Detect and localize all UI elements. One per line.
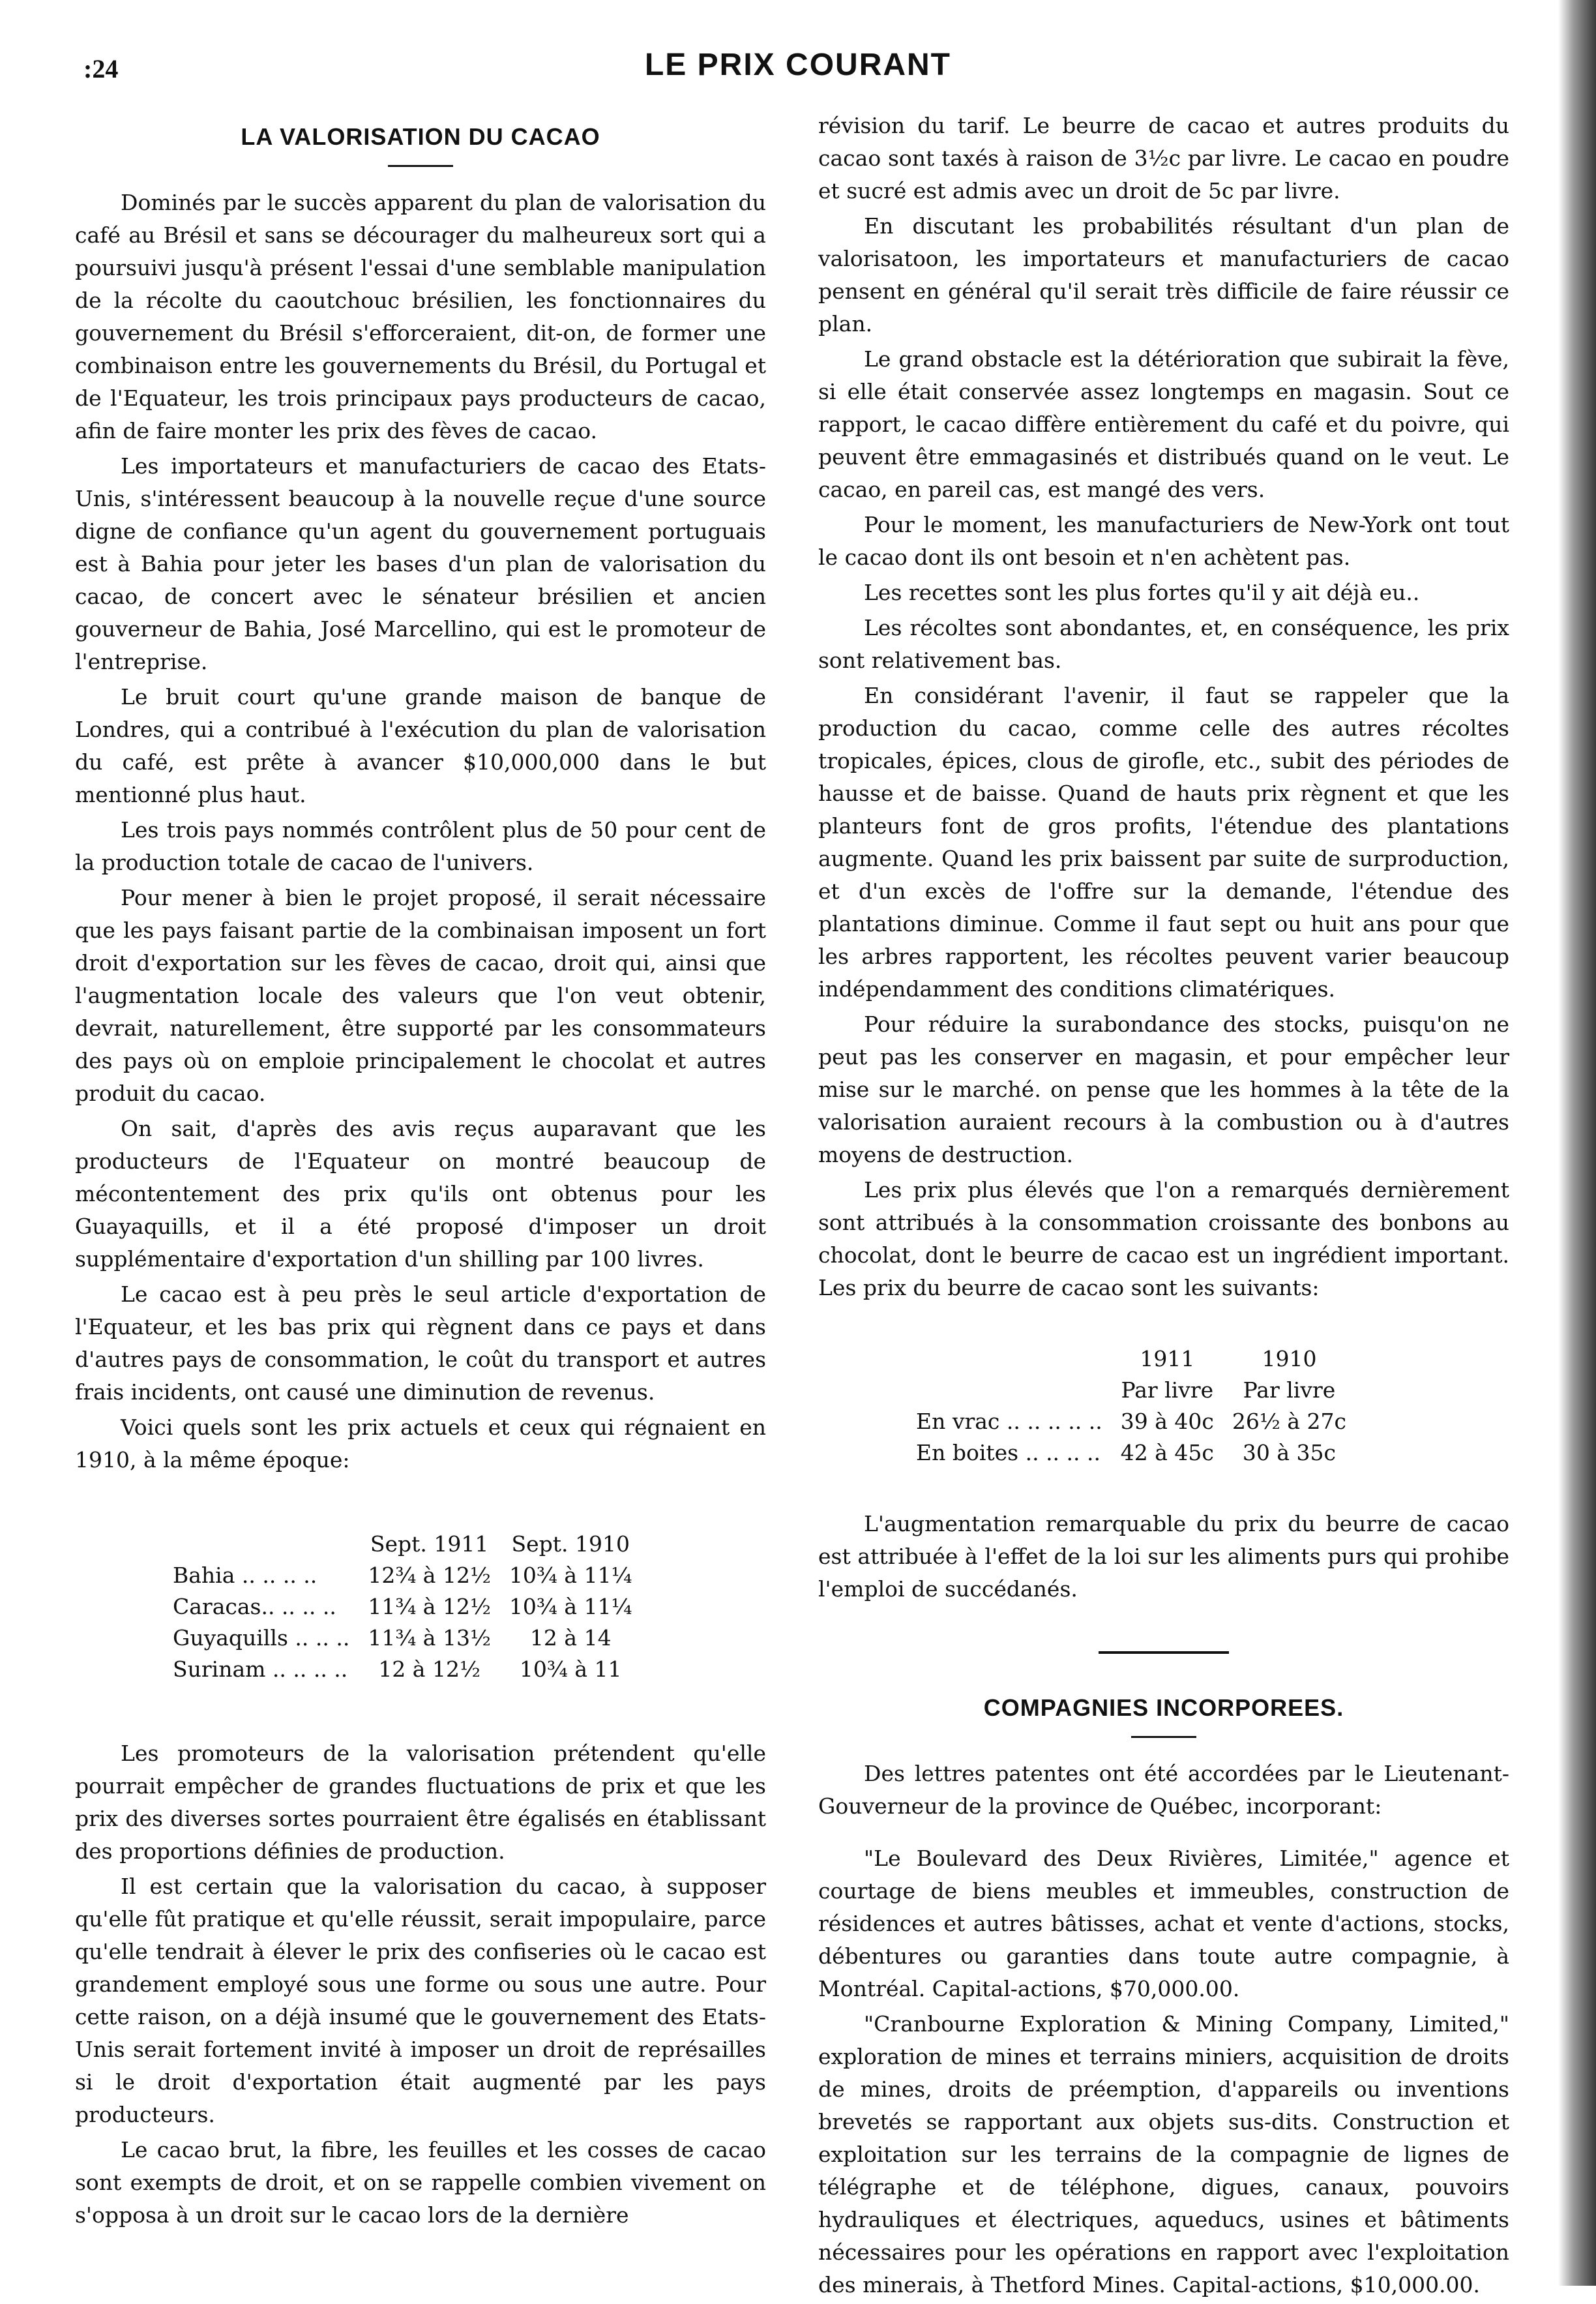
table-cell: 10¾ à 11 xyxy=(519,1656,622,1682)
table-header: Par livre xyxy=(1121,1377,1214,1403)
table-header: 1911 xyxy=(1140,1346,1195,1371)
table-cell: 39 à 40c xyxy=(1120,1409,1214,1434)
article-title: LA VALORISATION DU CACAO xyxy=(241,123,600,150)
table-cell: 12¾ à 12½ xyxy=(368,1563,491,1588)
table-cell: 12 à 14 xyxy=(529,1625,612,1651)
table-row xyxy=(916,1406,1355,1437)
paragraph: Dominés par le succès apparent du plan de valorisation du café au Brésil et sans se décourager du malheureux sort qui a poursuivi jusqu'à présent l'essai d'une semblable manipulation de la récolte du caoutchouc brésilien, les fonctionnaires du gouvernement du Brésil s'efforceraient, dit-on, de former une combinaison entre les gouvernements du Brésil, du Portugal et de l'Equateur, les trois principaux pays producteurs de cacao, afin de faire monter les prix des fèves de cacao. xyxy=(75,190,766,443)
paragraph: Les trois pays nommés contrôlent plus de 50 pour cent de la production totale de cacao de l'univers. xyxy=(75,817,766,875)
left-column xyxy=(75,121,766,2234)
table-row xyxy=(916,1437,1355,1469)
table-header-row xyxy=(173,1529,642,1560)
page-edge-shadow xyxy=(1558,0,1596,2286)
table-cell: Bahia .. .. .. .. xyxy=(173,1563,318,1588)
page-number: :24 xyxy=(83,54,119,83)
title-rule xyxy=(388,165,453,167)
paragraph: Des lettres patentes ont été accordées par le Lieutenant-Gouverneur de la province de Québec, incorporant: xyxy=(818,1761,1509,1819)
paragraph: Pour mener à bien le projet proposé, il serait nécessaire que les pays faisant partie de la combinaisan imposent un fort droit d'exportation sur les fèves de cacao, droit qui, ainsi que l'augmentation locale des valeurs que l'on veut obtenir, devrait, naturellement, être supporté par les consommateurs des pays où on emploie principalement le chocolat et autres produit du cacao. xyxy=(75,885,766,1106)
cacao-price-table xyxy=(173,1529,642,1685)
paragraph: Les importateurs et manufacturiers de cacao des Etats-Unis, s'intéressent beaucoup à la nouvelle reçue d'une source digne de confiance qu'un agent du gouvernement portuguais est à Bahia pour jeter les bases d'un plan de valorisation du cacao, de concert avec le sénateur brésilien et ancien gouverneur de Bahia, José Marcellino, qui est le promoteur de l'entreprise. xyxy=(75,453,766,674)
table-header-row xyxy=(916,1343,1355,1375)
table-cell: En vrac .. .. .. .. .. xyxy=(916,1409,1102,1434)
table-cell: 11¾ à 13½ xyxy=(368,1625,491,1651)
paragraph: Pour le moment, les manufacturiers de New-York ont tout le cacao dont ils ont besoin et n'en achètent pas. xyxy=(818,512,1509,570)
table-cell: 10¾ à 11¼ xyxy=(509,1563,632,1588)
table-header-row xyxy=(916,1375,1355,1406)
paragraph: Voici quels sont les prix actuels et ceux qui régnaient en 1910, à la même époque: xyxy=(75,1414,766,1473)
paragraph: Les prix plus élevés que l'on a remarqués dernièrement sont attribués à la consommation croissante des bonbons au chocolat, dont le beurre de cacao est un ingrédient important. Les prix du beurre de cacao sont les suivants: xyxy=(818,1177,1509,1300)
table-header: Sept. 1910 xyxy=(511,1531,630,1557)
running-title: LE PRIX COURANT xyxy=(644,48,951,82)
table-header xyxy=(916,1375,1112,1406)
table-row xyxy=(173,1654,642,1685)
title-rule xyxy=(1131,1736,1196,1738)
paragraph: On sait, d'après des avis reçus auparavant que les producteurs de l'Equateur on montré beaucoup de mécontentement des prix qu'ils ont obtenus pour les Guayaquills, et il a été proposé d'imposer un droit supplémentaire d'exportation d'un shilling par 100 livres. xyxy=(75,1116,766,1272)
table-cell: 42 à 45c xyxy=(1120,1440,1214,1465)
paragraph: L'augmentation remarquable du prix du beurre de cacao est attribuée à l'effet de la loi sur les aliments purs qui prohibe l'emploi de succédanés. xyxy=(818,1511,1509,1602)
table-row xyxy=(173,1623,642,1654)
table-row xyxy=(173,1560,642,1591)
paragraph: Les promoteurs de la valorisation prétendent qu'elle pourrait empêcher de grandes fluctuations de prix et que les prix des diverses sortes pourraient être égalisés en établissant des proportions définies de production. xyxy=(75,1741,766,1864)
right-column xyxy=(818,110,1509,2304)
company-entry: "Cranbourne Exploration & Mining Company, Limited," exploration de mines et terrains miniers, acquisition de droits de mines, droits de préemption, d'appareils ou inventions brevetés se rapportant aux objets sus-dits. Construction et exploitation sur les terrains de la compagnie de lignes de télégraphe et de téléphone, digues, canaux, pouvoirs hydrauliques et électriques, aqueducs, usines et bâtiments nécessaires pour les opérations en rapport avec l'exploitation des minerais, à Thetford Mines. Capital-actions, $10,000.00. xyxy=(818,2011,1509,2297)
table-header: 1910 xyxy=(1262,1346,1317,1371)
section-title: COMPAGNIES INCORPOREES. xyxy=(983,1694,1344,1721)
paragraph: Les récoltes sont abondantes, et, en conséquence, les prix sont relativement bas. xyxy=(818,615,1509,673)
table-cell: 26½ à 27c xyxy=(1232,1409,1346,1434)
table-header: Par livre xyxy=(1243,1377,1336,1403)
paragraph: Le grand obstacle est la détérioration que subirait la fève, si elle était conservée assez longtemps en magasin. Sout ce rapport, le cacao diffère entièrement du café et du poivre, qui peuvent être emmagasinés et distribués quand on le veut. Le cacao, en pareil cas, est mangé des vers. xyxy=(818,346,1509,502)
table-cell: 30 à 35c xyxy=(1242,1440,1336,1465)
paragraph: Le bruit court qu'une grande maison de banque de Londres, qui a contribué à l'exécution du plan de valorisation du café, est prête à avancer $10,000,000 dans le but mentionné plus haut. xyxy=(75,684,766,807)
paragraph: En discutant les probabilités résultant d'un plan de valorisatoon, les importateurs et manufacturiers de cacao pensent en général qu'il serait très difficile de faire réussir ce plan. xyxy=(818,213,1509,337)
table-header: Sept. 1911 xyxy=(370,1531,489,1557)
company-entry: "Le Boulevard des Deux Rivières, Limitée," agence et courtage de biens meubles et immeubles, construction de résidences et autres bâtisses, achat et vente d'actions, stocks, débentures ou garanties dans toute autre compagnie, à Montréal. Capital-actions, $70,000.00. xyxy=(818,1846,1509,2001)
table-cell: Surinam .. .. .. .. xyxy=(173,1656,348,1682)
paragraph: Pour réduire la surabondance des stocks, puisqu'on ne peut pas les conserver en magasin, et pour empêcher leur mise sur le marché. on pense que les hommes à la tête de la valorisation auraient recours à la combustion ou à d'autres moyens de destruction. xyxy=(818,1011,1509,1167)
section-rule xyxy=(1099,1651,1229,1654)
table-cell: Caracas.. .. .. .. xyxy=(173,1594,336,1619)
table-cell: Guyaquills .. .. .. xyxy=(173,1625,350,1651)
table-cell: 12 à 12½ xyxy=(378,1656,480,1682)
paragraph: révision du tarif. Le beurre de cacao et autres produits du cacao sont taxés à raison de 3½c par livre. Le cacao en poudre et sucré est admis avec un droit de 5c par livre. xyxy=(818,113,1509,203)
paragraph: Le cacao brut, la fibre, les feuilles et les cosses de cacao sont exempts de droit, et on se rappelle combien vivement on s'opposa à un droit sur le cacao lors de la dernière xyxy=(75,2137,766,2228)
paragraph: Le cacao est à peu près le seul article d'exportation de l'Equateur, et les bas prix qui règnent dans ce pays et dans d'autres pays de consommation, le coût du transport et autres frais incidents, ont causé une diminution de revenus. xyxy=(75,1281,766,1405)
table-cell: En boites .. .. .. .. xyxy=(916,1440,1101,1465)
table-header xyxy=(916,1343,1112,1375)
paragraph: Les recettes sont les plus fortes qu'il y ait déjà eu.. xyxy=(864,580,1420,605)
table-cell: 10¾ à 11¼ xyxy=(509,1594,632,1619)
table-cell: 11¾ à 12½ xyxy=(368,1594,491,1619)
paragraph: En considérant l'avenir, il faut se rappeler que la production du cacao, comme celle des autres récoltes tropicales, épices, clous de girofle, etc., subit des périodes de hausse et de baisse. Quand de hauts prix règnent et que les planteurs font de gros profits, l'étendue des plantations augmente. Quand les prix baissent par suite de surproduction, et d'un excès de l'offre sur la demande, l'étendue des plantations diminue. Comme il faut sept ou huit ans pour que les arbres rapportent, les récoltes peuvent varier beaucoup indépendamment des conditions climatériques. xyxy=(818,683,1509,1002)
table-row xyxy=(173,1591,642,1623)
paragraph: Il est certain que la valorisation du cacao, à supposer qu'elle fût pratique et qu'elle réussit, serait impopulaire, parce qu'elle tendrait à élever le prix des confiseries où le cacao est grandement employé sous une forme ou sous une autre. Pour cette raison, on a déjà insumé que le gouvernement des Etats-Unis serait fortement invité à imposer un droit de représailles si le droit d'exportation était augmenté par les pays producteurs. xyxy=(75,1874,766,2127)
butter-price-table xyxy=(916,1343,1355,1469)
table-header xyxy=(173,1529,359,1560)
